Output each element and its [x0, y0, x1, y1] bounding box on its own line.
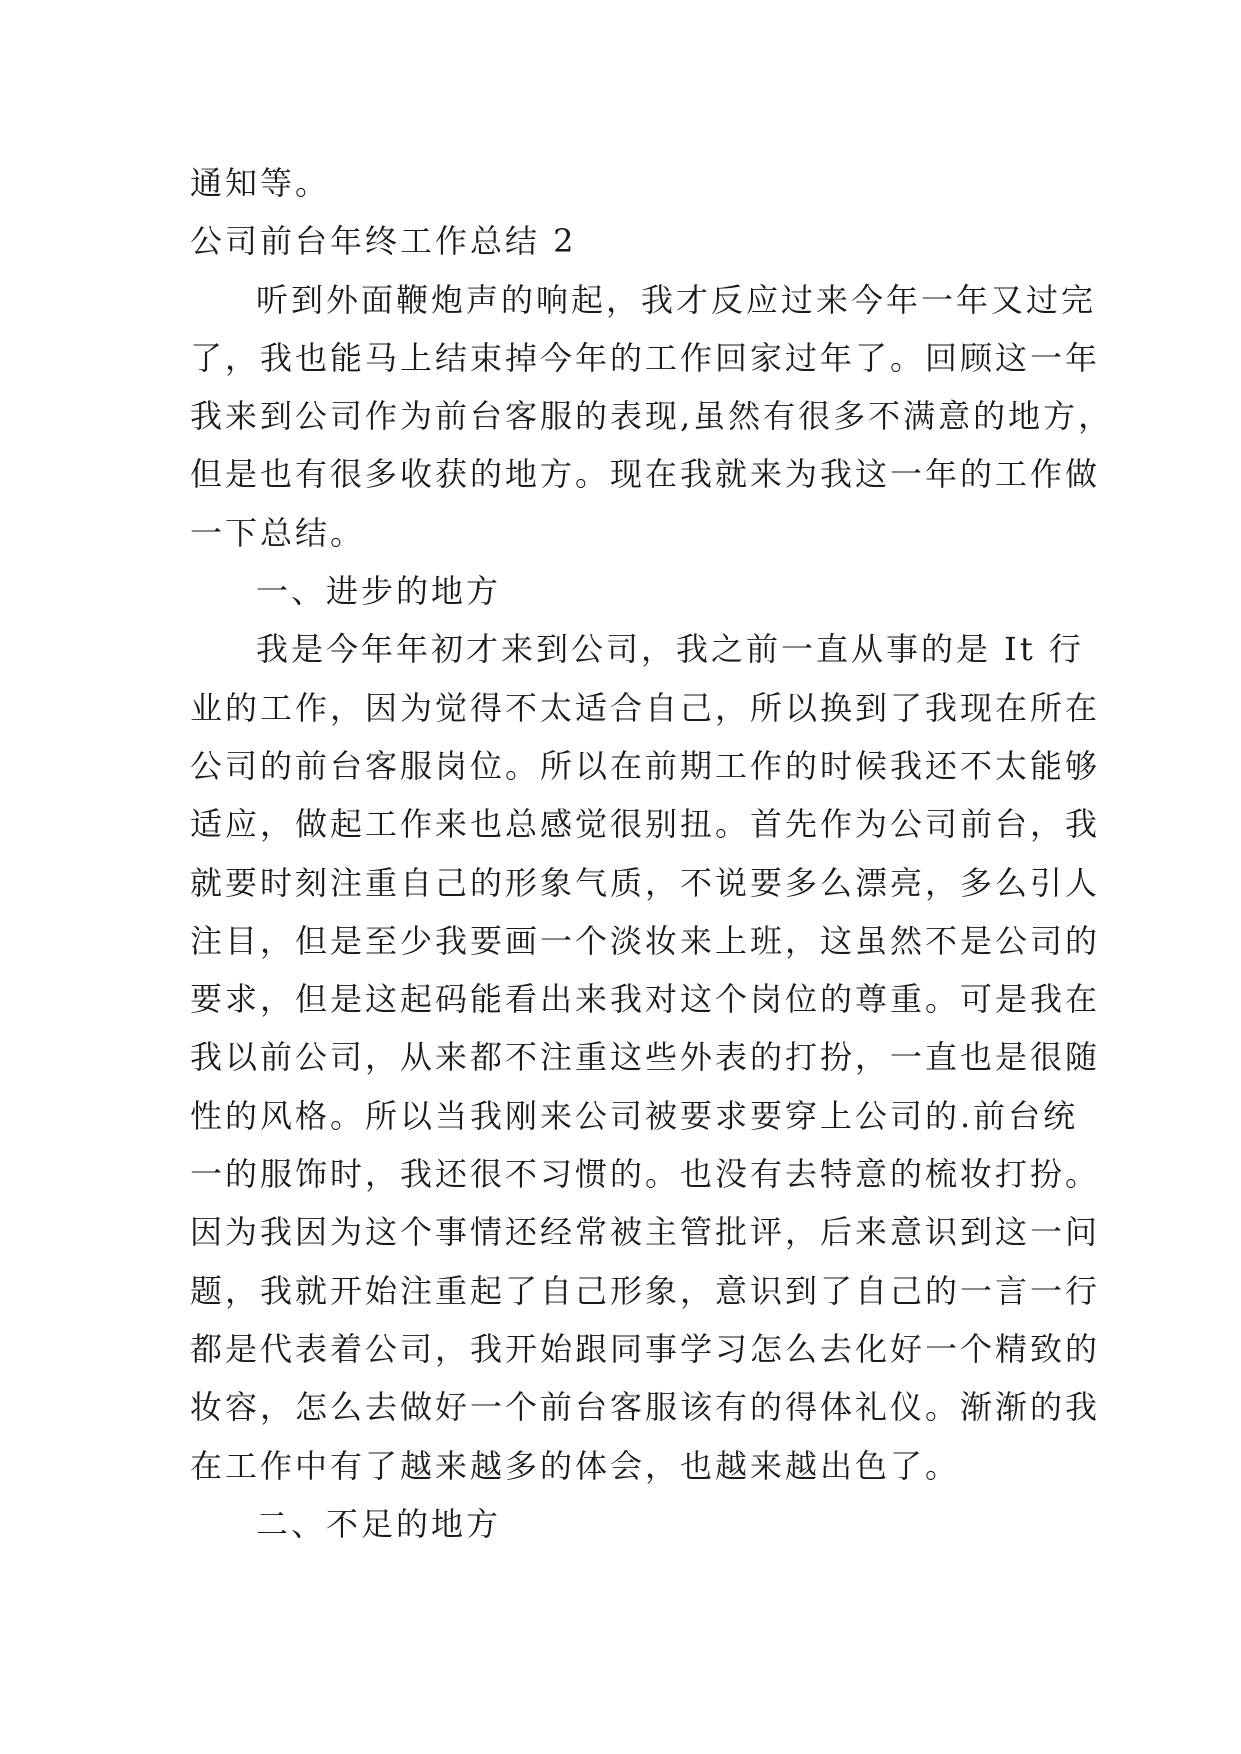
paragraph-line: 都是代表着公司，我开始跟同事学习怎么去化好一个精致的 [190, 1329, 1101, 1368]
section-heading: 公司前台年终工作总结 2 [190, 222, 577, 261]
paragraph-line: 性的风格。所以当我刚来公司被要求要穿上公司的.前台统 [190, 1096, 1079, 1135]
paragraph-line: 我是今年年初才来到公司，我之前一直从事的是 It 行 [256, 630, 1084, 669]
paragraph-line: 我来到公司作为前台客服的表现,虽然有很多不满意的地方， [190, 397, 1114, 436]
document-body [190, 154, 1114, 1553]
paragraph-line: 公司的前台客服岗位。所以在前期工作的时候我还不太能够 [190, 746, 1101, 785]
paragraph-line: 一的服饰时，我还很不习惯的。也没有去特意的梳妆打扮。 [190, 1155, 1101, 1194]
paragraph-line: 因为我因为这个事情还经常被主管批评，后来意识到这一问 [190, 1213, 1101, 1252]
paragraph-line: 听到外面鞭炮声的响起，我才反应过来今年一年又过完 [256, 280, 1097, 319]
paragraph-line: 在工作中有了越来越多的体会，也越来越出色了。 [190, 1446, 961, 1485]
paragraph-line: 业的工作，因为觉得不太适合自己，所以换到了我现在所在 [190, 688, 1101, 727]
paragraph-line: 了，我也能马上结束掉今年的工作回家过年了。回顾这一年 [190, 338, 1101, 377]
paragraph-line: 题，我就开始注重起了自己形象，意识到了自己的一言一行 [190, 1271, 1101, 1310]
paragraph-line: 一下总结。 [190, 513, 366, 552]
paragraph-line: 我以前公司，从来都不注重这些外表的打扮，一直也是很随 [190, 1038, 1101, 1077]
paragraph-line: 要求，但是这起码能看出来我对这个岗位的尊重。可是我在 [190, 980, 1101, 1019]
paragraph-line: 注目，但是至少我要画一个淡妆来上班，这虽然不是公司的 [190, 921, 1101, 960]
paragraph-line: 妆容，怎么去做好一个前台客服该有的得体礼仪。渐渐的我 [190, 1388, 1101, 1427]
subsection-heading: 一、进步的地方 [256, 572, 502, 611]
subsection-heading: 二、不足的地方 [256, 1504, 502, 1543]
paragraph-line: 适应，做起工作来也总感觉很别扭。首先作为公司前台，我 [190, 805, 1101, 844]
paragraph-line: 但是也有很多收获的地方。现在我就来为我这一年的工作做 [190, 455, 1101, 494]
paragraph-line: 就要时刻注重自己的形象气质，不说要多么漂亮，多么引人 [190, 863, 1101, 902]
text-line: 通知等。 [190, 164, 331, 202]
